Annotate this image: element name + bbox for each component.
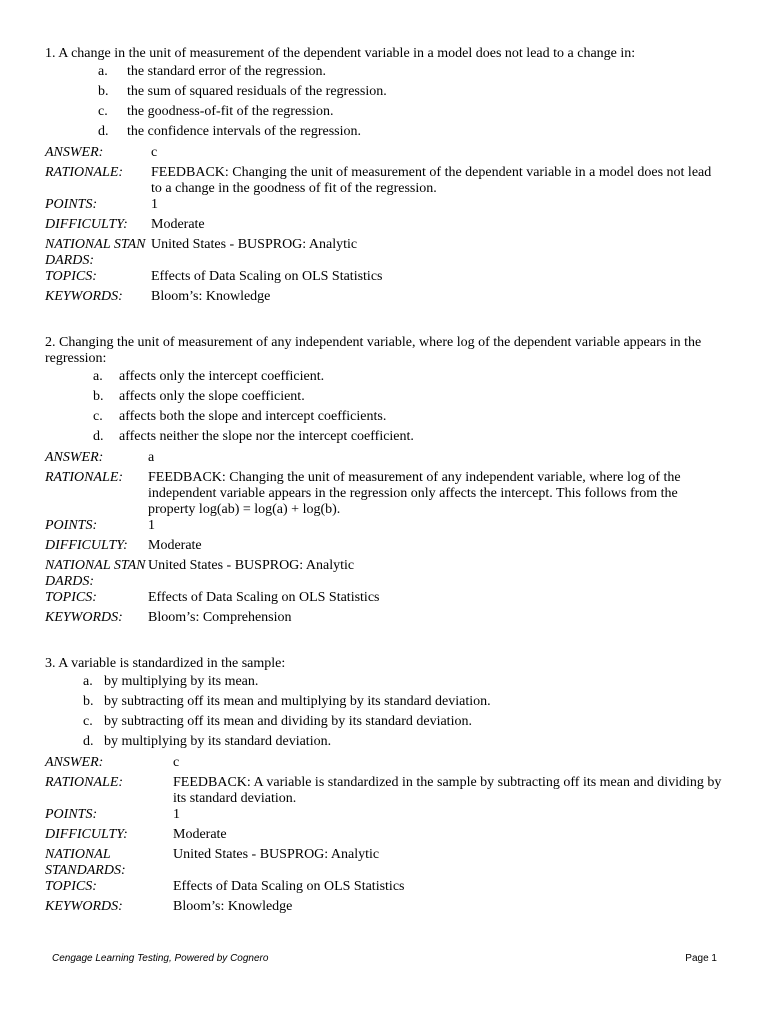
answer-value: c	[173, 755, 180, 770]
points-value: 1	[173, 807, 180, 822]
points-label: POINTS:	[45, 518, 98, 533]
choice-item	[98, 124, 725, 144]
answer-label: ANSWER:	[45, 755, 104, 770]
choice-letter: c.	[93, 409, 103, 424]
answer-label: ANSWER:	[45, 450, 104, 465]
choice-item	[93, 409, 725, 429]
difficulty-value: Moderate	[151, 217, 205, 232]
choice-letter: c.	[98, 104, 108, 119]
choice-list	[45, 369, 725, 449]
difficulty-label: DIFFICULTY:	[45, 827, 128, 842]
standards-row	[45, 847, 725, 879]
points-label: POINTS:	[45, 197, 98, 212]
question-stem: 2. Changing the unit of measurement of any independent variable, where log of the dependent variable appears in the regression:	[45, 335, 702, 366]
rationale-row	[45, 165, 725, 197]
question-metadata	[45, 450, 725, 630]
choice-text: the confidence intervals of the regression.	[127, 124, 362, 139]
choice-item	[93, 369, 725, 389]
choice-letter: b.	[83, 694, 94, 709]
rationale-row	[45, 775, 725, 807]
choice-letter: d.	[98, 124, 109, 139]
keywords-row	[45, 899, 725, 919]
choice-letter: b.	[93, 389, 104, 404]
difficulty-label: DIFFICULTY:	[45, 538, 128, 553]
choice-item	[93, 429, 725, 449]
choice-item	[98, 84, 725, 104]
answer-row	[45, 450, 725, 470]
choice-text: the standard error of the regression.	[127, 64, 327, 79]
keywords-row	[45, 289, 725, 309]
rationale-row	[45, 470, 725, 518]
choice-text: affects neither the slope nor the intercept coefficient.	[119, 429, 414, 444]
difficulty-row	[45, 827, 725, 847]
choice-list	[45, 674, 725, 754]
choice-list	[45, 64, 725, 144]
points-row	[45, 197, 725, 217]
points-value: 1	[148, 518, 155, 533]
points-value: 1	[151, 197, 158, 212]
choice-letter: a.	[83, 674, 93, 689]
topics-value: Effects of Data Scaling on OLS Statistics	[173, 879, 405, 894]
topics-row	[45, 590, 725, 610]
answer-label: ANSWER:	[45, 145, 104, 160]
choice-letter: d.	[83, 734, 94, 749]
topics-row	[45, 269, 725, 289]
choice-item	[98, 64, 725, 84]
difficulty-value: Moderate	[173, 827, 227, 842]
rationale-value: FEEDBACK: Changing the unit of measurement of the dependent variable in a model does not lead to a change in the goodness of fit of the regression.	[151, 165, 712, 196]
choice-letter: a.	[93, 369, 103, 384]
rationale-label: RATIONALE:	[45, 470, 124, 485]
difficulty-row	[45, 538, 725, 558]
choice-item	[83, 734, 725, 754]
choice-text: by subtracting off its mean and dividing by its standard deviation.	[104, 714, 472, 729]
choice-text: affects only the intercept coefficient.	[119, 369, 325, 384]
answer-row	[45, 145, 725, 165]
points-row	[45, 807, 725, 827]
rationale-label: RATIONALE:	[45, 775, 124, 790]
keywords-value: Bloom’s: Knowledge	[151, 289, 271, 304]
choice-item	[83, 714, 725, 734]
standards-row	[45, 237, 725, 269]
answer-value: a	[148, 450, 155, 465]
footer-credit: Cengage Learning Testing, Powered by Cognero	[52, 953, 269, 964]
standards-value: United States - BUSPROG: Analytic	[173, 847, 380, 862]
points-row	[45, 518, 725, 538]
choice-text: affects both the slope and intercept coefficients.	[119, 409, 387, 424]
topics-value: Effects of Data Scaling on OLS Statistics	[151, 269, 383, 284]
topics-label: TOPICS:	[45, 269, 97, 284]
choice-letter: b.	[98, 84, 109, 99]
choice-text: by subtracting off its mean and multiplying by its standard deviation.	[104, 694, 491, 709]
question-metadata	[45, 755, 725, 919]
choice-text: the goodness-of-fit of the regression.	[127, 104, 334, 119]
question-metadata	[45, 145, 725, 309]
topics-row	[45, 879, 725, 899]
choice-letter: c.	[83, 714, 93, 729]
choice-text: affects only the slope coefficient.	[119, 389, 305, 404]
question-3	[45, 656, 725, 919]
topics-label: TOPICS:	[45, 590, 97, 605]
answer-value: c	[151, 145, 158, 160]
standards-value: United States - BUSPROG: Analytic	[151, 237, 358, 252]
topics-value: Effects of Data Scaling on OLS Statistics	[148, 590, 380, 605]
choice-item	[83, 694, 725, 714]
standards-row	[45, 558, 725, 590]
standards-value: United States - BUSPROG: Analytic	[148, 558, 355, 573]
keywords-label: KEYWORDS:	[45, 899, 123, 914]
question-2	[45, 335, 725, 630]
answer-row	[45, 755, 725, 775]
question-stem: 3. A variable is standardized in the sample:	[45, 656, 286, 671]
keywords-row	[45, 610, 725, 630]
choice-text: by multiplying by its mean.	[104, 674, 259, 689]
page-footer	[52, 953, 717, 964]
choice-text: by multiplying by its standard deviation.	[104, 734, 332, 749]
points-label: POINTS:	[45, 807, 98, 822]
choice-letter: d.	[93, 429, 104, 444]
keywords-value: Bloom’s: Knowledge	[173, 899, 293, 914]
page-number: Page 1	[685, 953, 717, 964]
question-1	[45, 46, 725, 309]
standards-label: NATIONAL STAN DARDS:	[45, 558, 146, 589]
choice-letter: a.	[98, 64, 108, 79]
rationale-value: FEEDBACK: A variable is standardized in the sample by subtracting off its mean and dividing by its standard deviation.	[173, 775, 722, 806]
standards-label: NATIONAL STANDARDS:	[45, 847, 126, 878]
choice-item	[93, 389, 725, 409]
keywords-label: KEYWORDS:	[45, 610, 123, 625]
question-stem: 1. A change in the unit of measurement of the dependent variable in a model does not lead to a change in:	[45, 46, 636, 61]
rationale-value: FEEDBACK: Changing the unit of measurement of any independent variable, where log of the independent variable appears in the regression only affects the intercept. This follows from the property log(ab) = log(a) + log(b).	[148, 470, 681, 517]
topics-label: TOPICS:	[45, 879, 97, 894]
difficulty-label: DIFFICULTY:	[45, 217, 128, 232]
difficulty-row	[45, 217, 725, 237]
choice-text: the sum of squared residuals of the regression.	[127, 84, 387, 99]
rationale-label: RATIONALE:	[45, 165, 124, 180]
choice-item	[83, 674, 725, 694]
difficulty-value: Moderate	[148, 538, 202, 553]
keywords-value: Bloom’s: Comprehension	[148, 610, 292, 625]
choice-item	[98, 104, 725, 124]
standards-label: NATIONAL STAN DARDS:	[45, 237, 146, 268]
keywords-label: KEYWORDS:	[45, 289, 123, 304]
